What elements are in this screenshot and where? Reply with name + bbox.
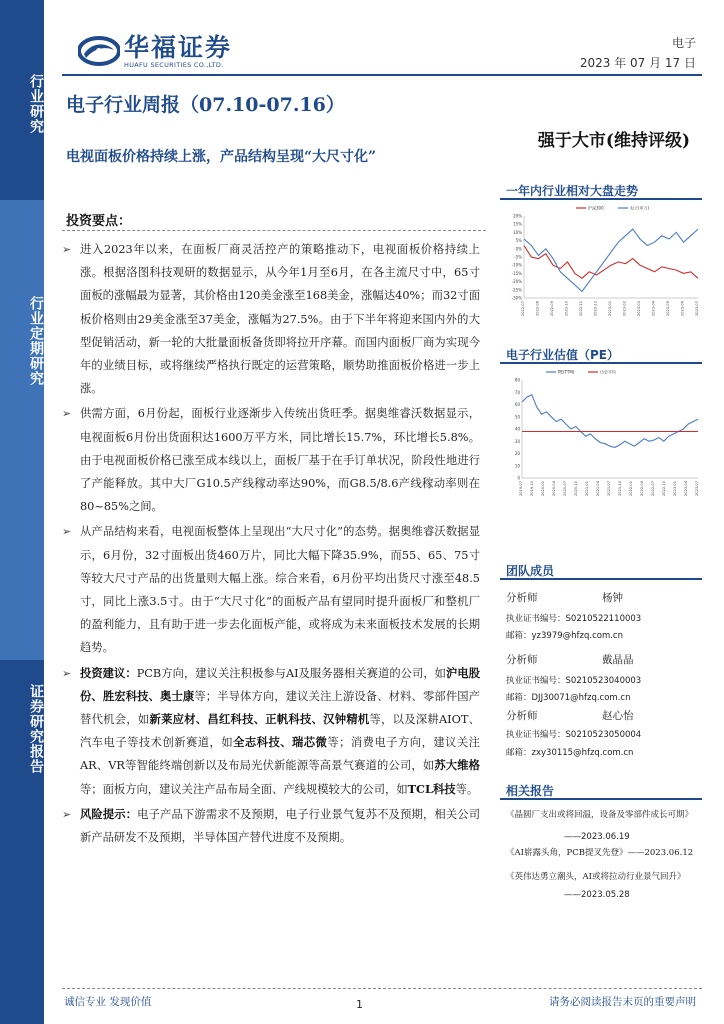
bullet-arrow-icon: ➢ [62,807,72,821]
legend-label: 沪深300 [588,205,604,211]
x-tick-label: 2019-07 [519,481,523,497]
analyst-name: 戴晶晶 [602,654,634,666]
bullet-text: 进入2023年以来，在面板厂商灵活控产的策略推动下，电视面板价格持续上涨。根据洛图科技观研的数据显示，从今年1月至6月，在各主流尺寸中，65寸面板的涨幅最为显著，其价格由120美金涨至168美金，涨幅达40%；而32寸面板价格则由29美金涨至37美金，涨幅为27.5%。由于下半年将迎来国内外的大型促销活动，新一轮的大批量面板备货即将拉开序幕。而国内面板厂商为实现今年的业绩目标，或将继续严格执行既定的运营策略，顺势助推面板价格进一步上涨。 [80,243,480,396]
sector-label: 电子 [671,36,696,50]
x-tick-label: 2022-07 [521,301,525,317]
rating-label: 强于大市(维持评级) [537,131,690,151]
x-tick-label: 2023-06 [680,301,685,317]
sidebar-band [0,200,44,660]
list-item [62,238,480,400]
x-tick-label: 2021-10 [618,481,622,497]
analyst-email[interactable]: 邮箱：DJJ30071@hfzq.com.cn [506,693,631,703]
y-tick-label: 80 [514,377,520,383]
y-tick-label: -5% [514,254,522,260]
company-name-cn: 华福证券 [124,33,233,62]
y-tick-label: -15% [511,270,522,276]
bullet-text: 等；半导体方向，建议关注上游设备、材料、零部件国产替代机会，如 [80,689,480,727]
relative-chart [506,202,702,332]
related-rule [500,798,702,800]
y-tick-label: 5% [515,238,522,244]
bullet-lead: 风险提示： [80,806,138,821]
footer-rule [62,988,702,989]
list-item [62,402,480,518]
team-heading: 团队成员 [506,564,555,578]
key-points-heading: 投资要点： [66,214,132,229]
y-tick-label: 60 [514,402,520,407]
x-tick-label: 2022-07 [651,481,655,497]
bullet-lead: 投资建议： [80,665,137,680]
y-tick-label: 0 [517,475,520,481]
legend-label: PE(TTM) [558,369,575,375]
pe-chart-svg [506,366,702,516]
analyst-cert: 执业证书编号：S0210523050004 [506,730,642,740]
x-tick-label: 2020-07 [563,481,567,497]
legend-label: 历史平均 [600,369,616,375]
sidebar [0,0,44,1024]
x-tick-label: 2020-10 [574,481,578,497]
key-points-list [62,238,480,851]
analyst-email[interactable]: 邮箱：zxy30115@hfzq.com.cn [506,748,634,758]
related-report-date: ——2023.05.28 [564,890,630,900]
x-tick-label: 2023-01 [608,301,612,317]
report-title: 电子行业周报（07.10-07.16） [66,94,345,116]
y-tick-label: -20% [511,279,522,285]
pe-chart-heading: 电子行业估值（PE） [506,348,619,362]
pe-chart-rule [500,362,702,364]
list-item [62,662,480,801]
team-rule [500,578,702,580]
x-tick-label: 2022-01 [629,481,633,497]
bullet-bold: 沪电股份、胜宏科技、奥士康 [80,665,480,703]
related-report-item[interactable] [506,846,702,858]
x-tick-label: 2023-01 [673,481,677,497]
x-tick-label: 2022-10 [564,301,569,317]
bullet-text: 电子产品下游需求不及预期，电子行业景气复苏不及预期，相关公司新产品研发不及预期，半导体国产替代进度不及预期。 [80,807,480,845]
x-tick-label: 2022-12 [593,301,598,317]
y-tick-label: 20 [514,451,520,456]
bullet-text: 等。 [455,782,479,796]
bullet-bold: 苏大维格 [434,758,480,773]
report-date: 2023 年 07 月 17 日 [579,56,696,70]
bullet-text: PCB方向，建议关注积极参与AI及服务器相关赛道的公司，如 [136,666,447,680]
y-tick-label: 20% [513,213,522,219]
bullet-arrow-icon: ➢ [62,525,72,539]
bullet-text: 从产品结构来看，电视面板整体上呈现出“大尺寸化”的态势。据奥维睿沃数据显示，6月份，32寸面板出货460万片，同比大幅下降35.9%，而55、65、75寸等较大尺寸产品的出货量则大幅上涨。综合来看，6月份平均出货尺寸涨至48.5寸，同比上涨3.5寸。由于“大尺寸化”的面板产品有望同时提升面板厂和整机厂的盈利能力，且有助于进一步去化面板产能，或将成为未来面板技术发展的长期趋势。 [80,525,480,655]
series-line [524,246,698,279]
relative-chart-rule [500,198,702,200]
y-tick-label: -25% [511,287,522,293]
y-tick-label: 30 [514,438,520,444]
x-tick-label: 2021-04 [596,481,600,497]
x-tick-label: 2021-07 [607,481,611,497]
x-tick-label: 2022-08 [535,301,540,317]
y-tick-label: 50 [514,414,520,420]
related-report-date: ——2023.06.12 [627,848,694,858]
company-logo [78,26,268,74]
x-tick-label: 2020-01 [541,481,545,497]
related-heading: 相关报告 [506,784,555,798]
team-member [506,590,702,605]
bullet-text: 等；面板方向，建议关注产品布局全面、产线规模较大的公司，如 [80,782,408,796]
x-tick-label: 2023-07 [695,301,699,317]
analyst-cert: 执业证书编号：S0210522110003 [506,614,642,624]
series-line [522,395,698,448]
related-report-date: ——2023.06.19 [564,832,630,842]
x-tick-label: 2022-11 [579,301,583,317]
x-tick-label: 2023-04 [651,301,656,317]
x-tick-label: 2023-02 [622,301,627,317]
bullet-bold: TCL科技 [407,781,456,796]
analyst-role: 分析师 [506,654,538,666]
x-tick-label: 2023-05 [666,301,670,317]
x-tick-label: 2020-04 [552,481,556,497]
bullet-arrow-icon: ➢ [62,243,72,256]
y-tick-label: -30% [511,295,522,301]
analyst-name: 赵心怡 [602,710,634,722]
logo-emblem-icon [78,30,120,72]
y-tick-label: -10% [511,262,522,268]
x-tick-label: 2023-07 [695,481,699,497]
pe-chart [506,366,702,516]
x-tick-label: 2022-04 [640,481,644,497]
page-number: 1 [356,998,363,1011]
related-report-title[interactable]: 《AI崭露头角，PCB提叉先登》 [506,848,628,858]
footer-slogan: 诚信专业 发现价值 [64,996,152,1008]
x-tick-label: 2022-09 [550,301,554,317]
relative-chart-svg [506,202,702,332]
sidebar-label-periodic-research: 行业定期研究 [28,296,44,386]
bullet-arrow-icon: ➢ [62,666,72,680]
key-points-rule [62,230,486,231]
y-tick-label: 15% [513,221,522,227]
x-tick-label: 2023-03 [637,301,641,317]
y-tick-label: 40 [514,426,520,432]
y-tick-label: 0% [515,246,522,252]
related-report-title[interactable]: 《英伟达勇立潮头，AI或将拉动行业景气回升》 [506,872,686,882]
x-tick-label: 2021-01 [585,481,589,497]
related-report-title[interactable]: 《晶圆厂支出或将回温，设备及零部件成长可期》 [506,810,694,820]
bullet-bold: 全志科技、瑞芯微 [233,735,328,750]
y-tick-label: 10 [514,463,520,469]
bullet-text: 等，以及深耕AIOT、汽车电子等技术创新赛道，如 [80,713,480,750]
team-member [506,708,702,723]
sidebar-label-industry-research: 行业研究 [28,74,44,134]
x-tick-label: 2023-04 [684,481,688,497]
company-name-en: HUAFU SECURITIES CO.,LTD. [124,61,224,69]
y-tick-label: 10% [513,229,522,235]
list-item [62,803,480,849]
analyst-cert: 执业证书编号：S0210523040003 [506,676,642,686]
x-tick-label: 2019-10 [530,481,534,497]
footer-disclaimer: 请务必阅读报告末页的重要声明 [549,996,696,1008]
bullet-arrow-icon: ➢ [62,407,72,421]
report-subtitle: 电视面板价格持续上涨，产品结构呈现“大尺寸化” [66,149,377,165]
y-tick-label: 70 [514,389,520,395]
bullet-text: 供需方面，6月份起，面板行业逐渐步入传统出货旺季。据奥维睿沃数据显示，电视面板6月份出货面积达1600万平方米，同比增长15.7%，环比增长5.8%。由于电视面板价格已涨至成本线以上，面板厂基于在手订单状况，阶段性地进行了产能释放。其中大厂G10.5产线稼动率达90%，而G8.5/8.6产线稼动率则在80~85%之间。 [80,407,480,514]
header-rule [62,74,702,76]
x-tick-label: 2022-10 [662,481,666,497]
analyst-email[interactable]: 邮箱：yz3979@hfzq.com.cn [506,631,623,641]
analyst-role: 分析师 [506,710,538,722]
bullet-bold: 新莱应材、昌红科技、正帆科技、汉钟精机 [149,712,370,727]
relative-chart-heading: 一年内行业相对大盘走势 [506,184,639,198]
team-member [506,652,702,667]
analyst-role: 分析师 [506,592,538,604]
bullet-text: 等；消费电子方向，建议关注AR、VR等智能终端创新以及布局光伏新能源等高景气赛道的公司，如 [80,736,480,773]
list-item [62,520,480,659]
analyst-name: 杨钟 [602,592,623,604]
sidebar-label-securities-report: 证券研究报告 [28,684,44,774]
legend-label: 电子(申万) [630,205,650,211]
